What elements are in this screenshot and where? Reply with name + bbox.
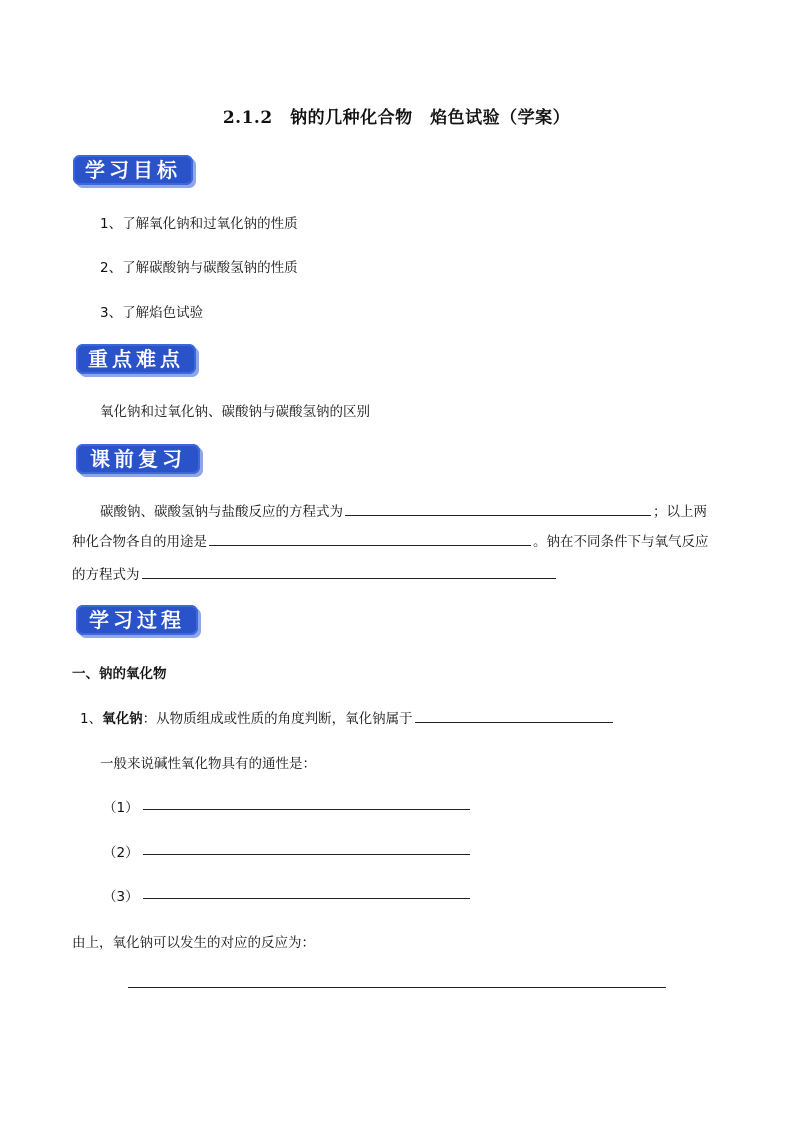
- key-points-text: 氧化钠和过氧化钠、碳酸钠与碳酸氢钠的区别: [100, 404, 370, 420]
- blank-label-3: （3）: [103, 889, 139, 905]
- review-blank-2[interactable]: [209, 531, 531, 546]
- process-item-1: [80, 707, 615, 727]
- review-line-1: [100, 500, 707, 520]
- page-title: 2.1.2 钠的几种化合物 焰色试验（学案）: [222, 108, 571, 128]
- section-badge-review: 课前复习: [76, 444, 200, 474]
- conclusion-answer-line[interactable]: [128, 987, 666, 988]
- blank-label-2: （2）: [103, 845, 139, 861]
- process-item-1-blank[interactable]: [415, 708, 613, 723]
- review-line-1-text: 碳酸钠、碳酸氢钠与盐酸反应的方程式为: [100, 504, 343, 520]
- process-item-1-text: ：从物质组成或性质的角度判断，氧化钠属于: [142, 711, 413, 727]
- review-blank-1[interactable]: [345, 501, 651, 516]
- process-item-1-term: 氧化钠: [102, 711, 143, 727]
- review-line-2-text: 种化合物各自的用途是: [72, 534, 207, 550]
- section-badge-process: 学习过程: [76, 605, 198, 635]
- review-line-1-after: ；以上两: [653, 504, 707, 520]
- process-item-1-num: 1、: [80, 711, 103, 727]
- blank-label-1: （1）: [103, 800, 139, 816]
- review-line-3-text: 的方程式为: [72, 567, 140, 583]
- review-line-2-after: 。钠在不同条件下与氧气反应: [533, 534, 709, 550]
- review-line-2: [72, 530, 709, 550]
- general-properties-text: 一般来说碱性氧化物具有的通性是：: [100, 756, 316, 772]
- goal-item-3: 3、了解焰色试验: [100, 305, 204, 321]
- conclusion-text: 由上，氧化钠可以发生的对应的反应为：: [72, 935, 315, 951]
- answer-line-2[interactable]: [143, 854, 470, 855]
- goal-item-1: 1、了解氧化钠和过氧化钠的性质: [100, 216, 298, 232]
- section-badge-key-points: 重点难点: [76, 344, 196, 374]
- section-badge-goals: 学习目标: [73, 155, 193, 185]
- process-heading: 一、钠的氧化物: [72, 666, 167, 682]
- answer-line-3[interactable]: [143, 898, 470, 899]
- goal-item-2: 2、了解碳酸钠与碳酸氢钠的性质: [100, 260, 298, 276]
- review-line-3: [72, 563, 558, 583]
- answer-line-1[interactable]: [143, 809, 470, 810]
- review-blank-3[interactable]: [142, 564, 556, 579]
